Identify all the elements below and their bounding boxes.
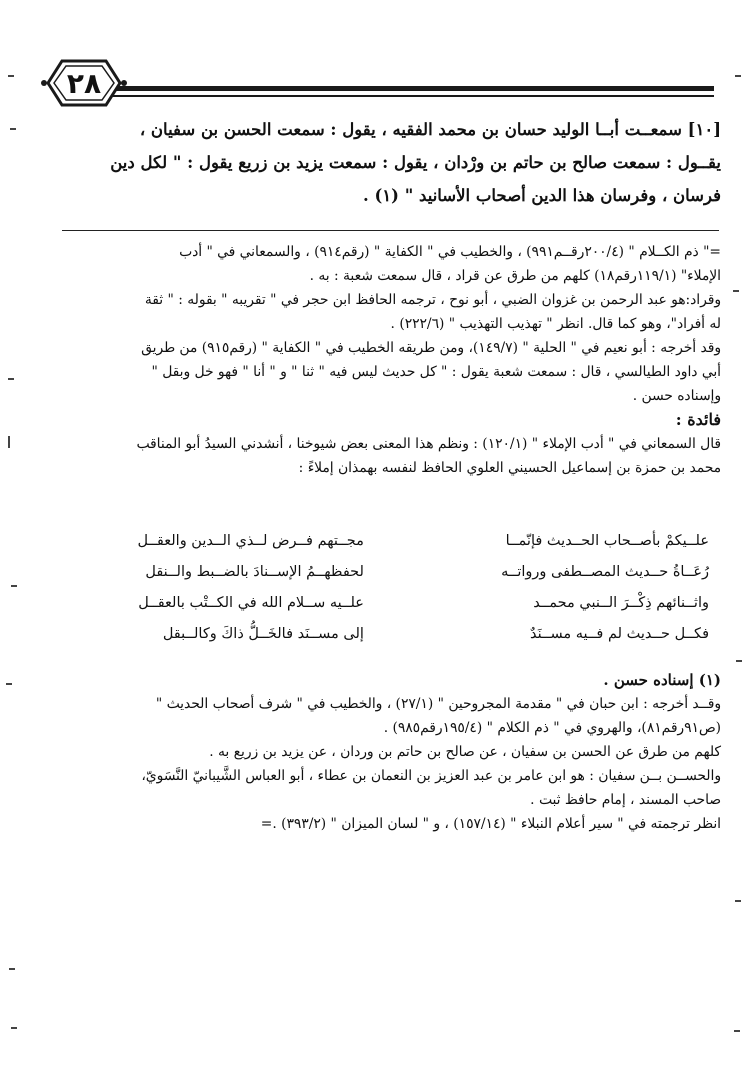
footnote-line: كلهم من طرق عن الحسن بن سفيان ، عن صالح بن حاتم بن وردان ، عن يزيد بن زريع به . <box>209 744 721 760</box>
footnote-line: له أفراد"، وهو كما قال. انظر " تهذيب التهذيب " (٢٢٢/٦) . <box>390 316 721 332</box>
page-number-badge <box>38 55 130 111</box>
verse-first-half: واثــنائهم ذِكْــرَ الــنبي محمــد <box>533 594 709 611</box>
verse-first-half: رُعَــاةُ حــديث المصــطفى ورواتــه <box>501 563 709 580</box>
scan-mark <box>736 660 742 662</box>
footnote-heading: (١) إسناده حسن . <box>603 671 721 689</box>
poem <box>70 525 709 649</box>
main-text <box>60 113 721 212</box>
scan-mark <box>735 900 741 902</box>
footnote-continued <box>60 240 721 480</box>
footnote-one <box>60 668 721 836</box>
verse-second-half: مجــتهم فــرض لــذي الــدين والعقــل <box>137 532 364 549</box>
benefit-label: فائدة : <box>675 410 721 429</box>
main-text-line: [١٠] سمعــت أبــا الوليد حسان بن محمد الفقيه ، يقول : سمعت الحسن بن سفيان ، <box>139 120 721 139</box>
footnote-line: الإملاء" (١١٩/١رقم١٨) كلهم من طرق عن قراد ، قال سمعت شعبة : به . <box>309 268 721 284</box>
header-rule <box>58 86 714 91</box>
footnote-line: أبي داود الطيالسي ، قال : سمعت شعبة يقول : " كل حديث ليس فيه " ثنا " و " أنا " فهو خل وبقل " <box>151 364 721 380</box>
header-rule-thin <box>58 95 714 97</box>
main-text-line: فرسان ، وفرسان هذا الدين أصحاب الأسانيد " (١) . <box>362 186 721 205</box>
footnote-line: (ص٩١رقم٨١)، والهروي في " ذم الكلام " (١٩٥/٤رقم٩٨٥) . <box>383 720 721 736</box>
scan-mark <box>8 378 14 380</box>
scan-mark <box>10 128 16 130</box>
scan-mark <box>734 1030 740 1032</box>
poem-verse <box>70 556 709 587</box>
footnote-line: قال السمعاني في " أدب الإملاء " (١٢٠/١) : ونظم هذا المعنى بعض شيوخنا ، أنشدني السيدُ أبو المناقب <box>136 436 721 452</box>
verse-second-half: إلى مســنَد فالخَــلُّ ذاكَ وكالــبقل <box>162 625 364 642</box>
footnote-line: انظر ترجمته في " سير أعلام النبلاء " (١٥٧/١٤) ، و " لسان الميزان " (٣٩٣/٢) .= <box>260 816 721 832</box>
scan-mark <box>735 75 741 77</box>
scan-mark <box>11 1027 17 1029</box>
verse-second-half: علــيه ســلام الله في الكــتْب بالعقــل <box>138 594 364 611</box>
footnote-line: وقــد أخرجه : ابن حبان في " مقدمة المجروحين " (٢٧/١) ، والخطيب في " شرف أصحاب الحديث " <box>155 696 721 712</box>
footnote-line: صاحب المسند ، إمام حافظ ثبت . <box>530 792 721 808</box>
scan-mark <box>8 436 10 448</box>
scan-mark <box>9 968 15 970</box>
scan-mark <box>733 290 739 292</box>
footnote-line: =" ذم الكــلام " (٢٠٠/٤رقــم٩٩١) ، والخطيب في " الكفاية " (رقم٩١٤) ، والسمعاني في " أدب <box>179 244 721 260</box>
poem-verse <box>70 618 709 649</box>
footnote-line: وقد أخرجه : أبو نعيم في " الحلية " (١٤٩/٧)، ومن طريقه الخطيب في " الكفاية " (رقم٩١٥) من طريق <box>141 340 721 356</box>
poem-verse <box>70 587 709 618</box>
verse-second-half: لحفظهــمُ الإســنادَ بالضــبط والــنقل <box>145 563 364 580</box>
scan-mark <box>6 683 12 685</box>
scan-mark <box>8 75 14 77</box>
footnote-line: وإسناده حسن . <box>632 388 721 404</box>
page-number: ٢٨ <box>66 66 102 100</box>
footnote-line: والحســن بــن سفيان : هو ابن عامر بن عبد العزيز بن النعمان بن عطاء ، أبو العباس الشَّيبانيّ النَّسَويّ، <box>141 768 721 784</box>
verse-first-half: فكــل حــديث لم فــيه مســنَدٌ <box>529 625 709 642</box>
scan-mark <box>11 585 17 587</box>
footnote-line: محمد بن حمزة بن إسماعيل الحسيني العلوي الحافظ لنفسه بهمذان إملاءً : <box>298 460 721 476</box>
main-text-line: يقــول : سمعت صالح بن حاتم بن ورْدان ، يقول : سمعت يزيد بن زريع يقول : " لكل دين <box>110 153 721 172</box>
verse-first-half: علــيكمْ بأصــحاب الحــديث فإنّمــا <box>505 532 709 549</box>
footnote-line: وقراد:هو عبد الرحمن بن غزوان الضبي ، أبو نوح ، ترجمه الحافظ ابن حجر في " تقريبه " بقوله : " ثقة <box>144 292 721 308</box>
poem-verse <box>70 525 709 556</box>
footnote-divider <box>62 230 719 231</box>
